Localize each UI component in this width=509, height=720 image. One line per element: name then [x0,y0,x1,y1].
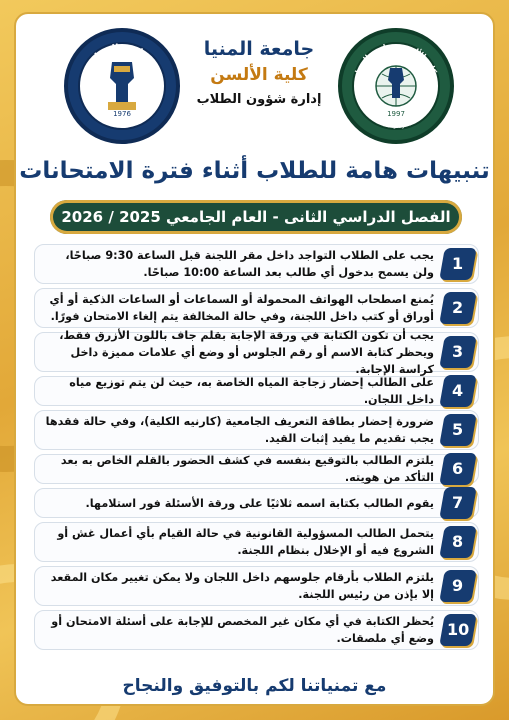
svg-text:جامعة المنيا: جامعة المنيا [93,42,151,62]
university-name: جامعة المنيا [203,38,315,60]
closing-message: مع تمنياتنا لكم بالتوفيق والنجاح [122,676,387,696]
semester-banner: الفصل الدراسي الثانى - العام الجامعي 2025 / 2026 [50,200,462,234]
faculty-logo [338,28,454,144]
list-item [34,328,479,376]
item-text: يُحظر الكتابة في أي مكان غير المخصص للإجابة على أسئلة الامتحان أو وضع أي ملصقات. [51,615,434,645]
item-number: 7 [439,487,477,519]
item-text: يتحمل الطالب المسؤولية القانونية في حالة القيام بأي أعمال غش أو الشروع فيه أو الإخلال بنظام اللجنة. [57,527,434,557]
item-number: 5 [439,414,477,446]
header-titles [184,36,334,112]
item-number: 2 [439,292,477,324]
list-item [34,522,479,562]
item-text: يلتزم الطلاب بأرقام جلوسهم داخل اللجان ولا يمكن تغيير مكان المقعد إلا بإذن من رئيس اللجنة. [50,571,434,601]
item-text: يلتزم الطالب بالتوقيع بنفسه في كشف الحضور بالقلم الخاص به بعد التأكد من هويته. [60,454,434,484]
item-number: 1 [439,248,477,280]
svg-text:Faculty of Al-Alsun (Languages: Faculty of Al-Alsun (Languages) - Minia University [357,91,435,131]
page-title: تنبيهات هامة للطلاب أثناء فترة الامتحانات [19,158,490,184]
notice-card [14,12,495,706]
list-item [34,410,479,450]
svg-text:MINIA UNIVERSITY: MINIA UNIVERSITY [90,104,154,129]
item-number: 10 [439,614,477,646]
list-item [34,244,479,284]
item-number: 8 [439,526,477,558]
item-number: 3 [439,336,477,368]
item-text: يجب على الطلاب التواجد داخل مقر اللجنة قبل الساعة 9:30 صباحًا، ولن يسمح بدخول أي طالب بعد الساعة 10:00 صباحًا. [65,249,434,279]
svg-text:1997: 1997 [387,110,405,118]
svg-text:كلية الألسن - جامعة المنيا: كلية الألسن - جامعة المنيا [353,40,439,75]
list-item [34,610,479,650]
minia-university-logo [64,28,180,144]
item-number: 6 [439,453,477,485]
department-name: إدارة شؤون الطلاب [196,92,322,107]
list-item [34,288,479,328]
faculty-name: كلية الألسن [210,65,308,85]
list-item [34,376,479,406]
item-text: يجب أن تكون الكتابة في ورقة الإجابة بقلم جاف باللون الأزرق فقط، ويحظر كتابة الاسم أو رقم الجلوس أو وضع أي علامات مميزة داخل كراسة الإجابة. [59,328,434,376]
list-item [34,566,479,606]
item-number: 9 [439,570,477,602]
item-text: يُمنع اصطحاب الهواتف المحمولة أو السماعات أو الساعات الذكية أو أي أوراق أو كتب داخل اللجنة، وفي حالة المخالفة يتم إلغاء الامتحان فورًا. [49,293,434,323]
instructions-list [34,244,479,654]
list-item [34,488,479,518]
item-text: ضرورة إحضار بطاقة التعريف الجامعية (كارنيه الكلية)، وفي حالة فقدها يجب تقديم ما يفيد إثبات القيد. [45,415,434,445]
item-text: يقوم الطالب بكتابة اسمه ثلاثيًا على ورقة الأسئلة فور استلامها. [85,496,434,510]
item-number: 4 [439,375,477,407]
item-text: على الطالب إحضار زجاجة المياه الخاصة به، حيث لن يتم توزيع مياه داخل اللجان. [69,376,434,406]
list-item [34,454,479,484]
svg-text:1976: 1976 [113,110,131,118]
header [16,14,493,156]
